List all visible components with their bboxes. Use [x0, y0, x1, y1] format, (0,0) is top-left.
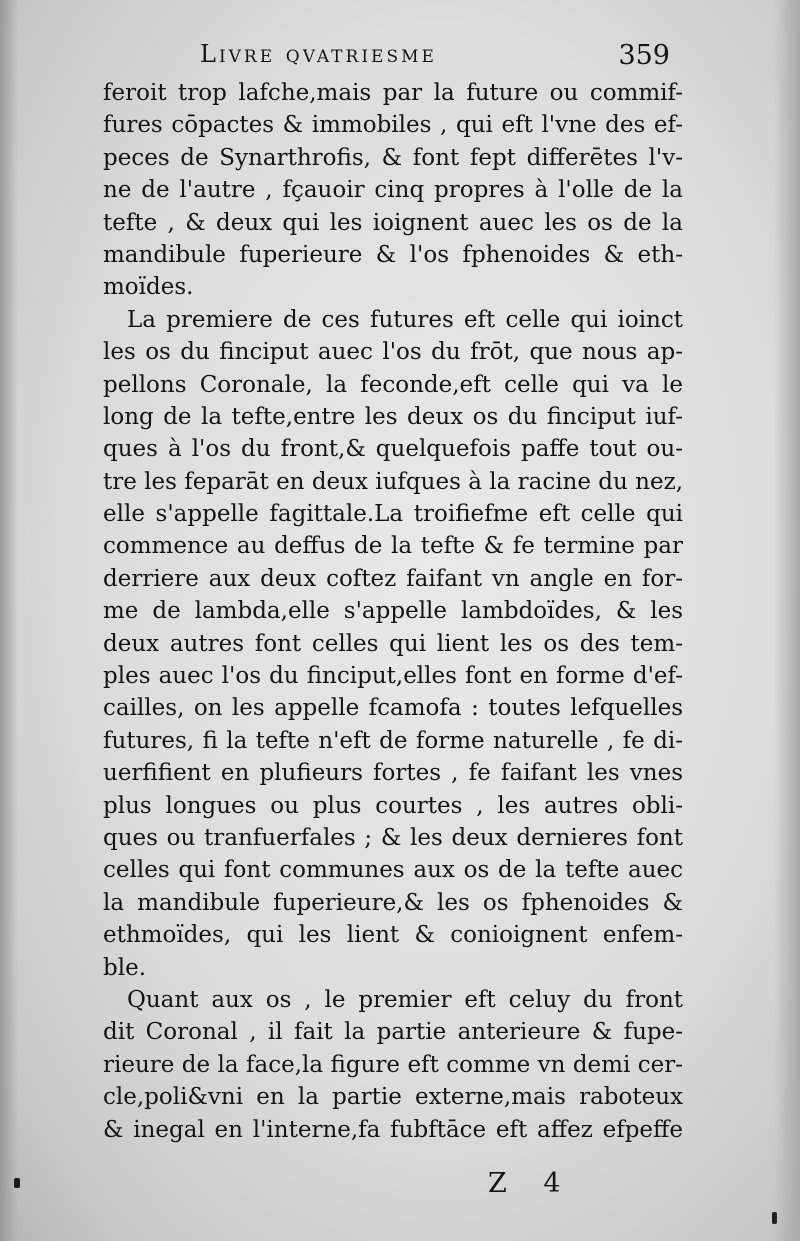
paragraph-first-line: Quant aux os , le premier eft celuy du front: [127, 986, 683, 1013]
text-line: commence au deffus de la tefte & fe termine par: [103, 533, 683, 560]
text-line: futures, fi la tefte n'eft de forme naturelle , fe di-: [103, 727, 683, 754]
text-line: mandibule fuperieure & l'os fphenoides & eth-: [103, 241, 683, 268]
ink-speck: [14, 1178, 20, 1188]
text-line: feroit trop lafche,mais par la future ou commif-: [103, 80, 683, 106]
text-line: ble.: [103, 954, 147, 981]
running-head: [200, 40, 670, 76]
text-line: ethmoïdes, qui les lient & conioignent enfem-: [103, 922, 683, 949]
text-line: pellons Coronale, la feconde,eft celle qui va le: [103, 371, 683, 398]
text-line: fures cōpactes & immobiles , qui eft l'vne des ef-: [103, 112, 683, 139]
text-line: ples auec l'os du finciput,elles font en forme d'ef-: [103, 663, 683, 690]
text-line: cailles, on les appelle fcamofa : toutes lefquelles: [103, 695, 683, 722]
text-line: cle,poli&vni en la partie externe,mais raboteux: [103, 1084, 683, 1111]
text-line: dit Coronal , il fait la partie anterieure & fupe-: [103, 1019, 683, 1046]
text-line: derriere aux deux coftez faifant vn angle en for-: [103, 565, 683, 592]
signature-mark: Z 4: [488, 1168, 575, 1199]
text-line: plus longues ou plus courtes , les autres obli-: [103, 792, 683, 819]
text-line: ques ou tranfuerfales ; & les deux dernieres font: [103, 824, 683, 851]
text-line: deux autres font celles qui lient les os des tem-: [103, 630, 683, 657]
text-line: uerfifient en plufieurs fortes , fe faifant les vnes: [103, 760, 683, 787]
text-line: celles qui font communes aux os de la tefte auec: [103, 857, 683, 884]
text-line: rieure de la face,la figure eft comme vn demi cer-: [103, 1051, 683, 1078]
text-line: ne de l'autre , fçauoir cinq propres à l'olle de la: [103, 177, 683, 204]
body-text: [103, 77, 683, 1146]
text-line: me de lambda,elle s'appelle lambdoïdes, & les: [103, 598, 683, 625]
text-line: elle s'appelle fagittale.La troifiefme eft celle qui: [103, 501, 683, 528]
text-line: les os du finciput auec l'os du frōt, que nous ap-: [103, 339, 683, 366]
text-line: la mandibule fuperieure,& les os fphenoides &: [103, 889, 683, 916]
text-line: peces de Synarthrofis, & font fept differētes l'v-: [103, 144, 683, 171]
text-line: ques à l'os du front,& quelquefois paffe tout ou-: [103, 436, 683, 463]
page-number: 359: [618, 40, 670, 71]
text-line: long de la tefte,entre les deux os du finciput iuf-: [103, 403, 683, 430]
text-line: moïdes.: [103, 274, 194, 301]
running-head-title: Livre qvatriesme: [200, 40, 437, 68]
text-line: & inegal en l'interne,fa fubftāce eft affez efpeffe: [103, 1116, 683, 1143]
text-line: tefte , & deux qui les ioignent auec les os de la: [103, 209, 683, 236]
ink-speck: [772, 1212, 777, 1224]
paragraph-first-line: La premiere de ces futures eft celle qui ioinct: [127, 306, 683, 333]
text-line: tre les feparāt en deux iufques à la racine du nez,: [103, 468, 683, 495]
